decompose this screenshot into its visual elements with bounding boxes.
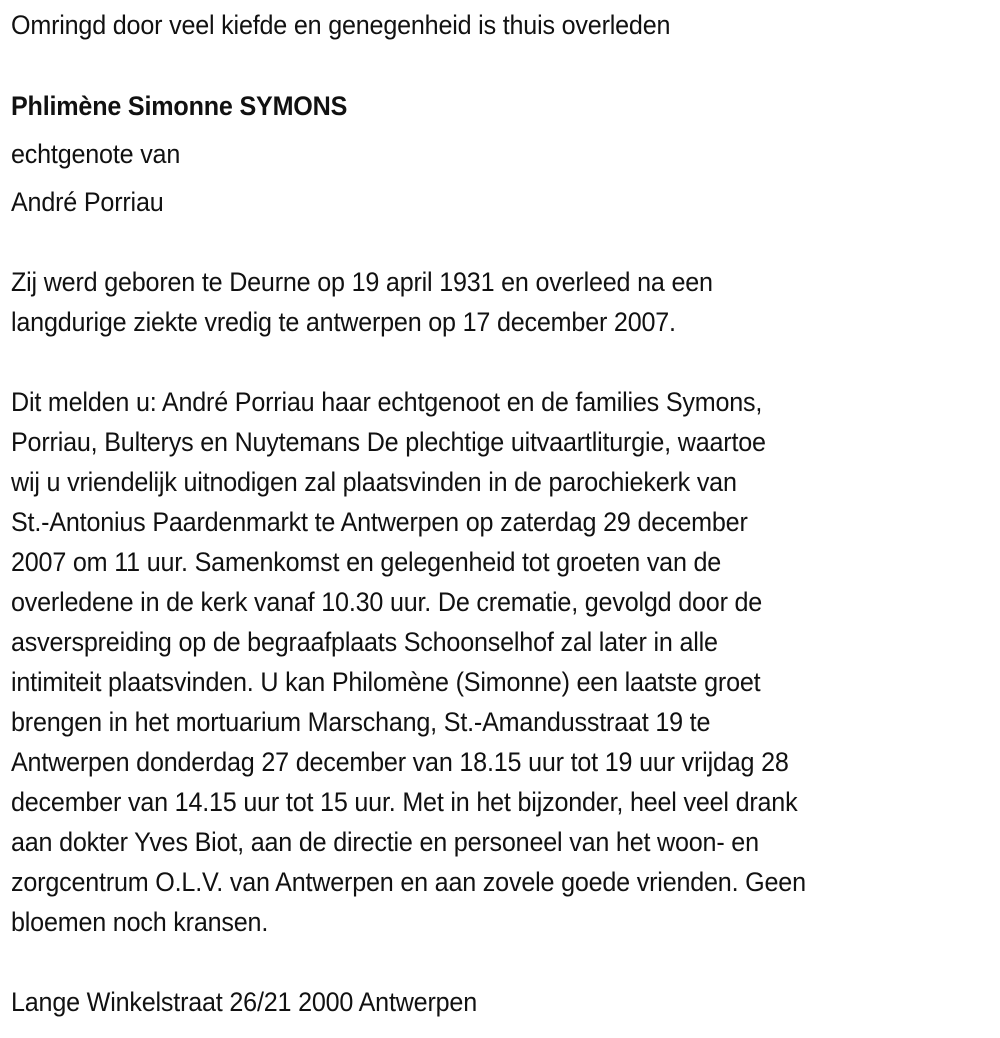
paragraph-line: asverspreiding op de begraafplaats Schoonselhof zal later in alle (11, 627, 718, 657)
paragraph-line: wij u vriendelijk uitnodigen zal plaatsvinden in de parochiekerk van (11, 467, 737, 497)
address-text: Lange Winkelstraat 26/21 2000 Antwerpen (11, 987, 477, 1017)
paragraph-line: langdurige ziekte vredig te antwerpen op 17 december 2007. (11, 307, 676, 337)
intro-text: Omringd door veel kiefde en genegenheid is thuis overleden (11, 10, 671, 40)
paragraph-line: intimiteit plaatsvinden. U kan Philomène (Simonne) een laatste groet (11, 667, 761, 697)
spouse-name: André Porriau (11, 187, 164, 217)
paragraph-line: Porriau, Bulterys en Nuytemans De plechtige uitvaartliturgie, waartoe (11, 427, 766, 457)
paragraph-line: brengen in het mortuarium Marschang, St.-Amandusstraat 19 te (11, 707, 711, 737)
paragraph-line: 2007 om 11 uur. Samenkomst en gelegenheid tot groeten van de (11, 547, 722, 577)
paragraph-line: zorgcentrum O.L.V. van Antwerpen en aan zovele goede vrienden. Geen (11, 867, 806, 897)
paragraph-line: december van 14.15 uur tot 15 uur. Met in het bijzonder, heel veel drank (11, 787, 798, 817)
relation-text: echtgenote van (11, 139, 181, 169)
paragraph-line: bloemen noch kransen. (11, 907, 269, 937)
paragraph-line: Dit melden u: André Porriau haar echtgenoot en de families Symons, (11, 387, 763, 417)
paragraph-line: Antwerpen donderdag 27 december van 18.15 uur tot 19 uur vrijdag 28 (11, 747, 789, 777)
paragraph-line: Zij werd geboren te Deurne op 19 april 1931 en overleed na een (11, 267, 713, 297)
paragraph-line: aan dokter Yves Biot, aan de directie en personeel van het woon- en (11, 827, 759, 857)
paragraph-line: St.-Antonius Paardenmarkt te Antwerpen op zaterdag 29 december (11, 507, 748, 537)
paragraph-line: overledene in de kerk vanaf 10.30 uur. De crematie, gevolgd door de (11, 587, 763, 617)
deceased-name: Phlimène Simonne SYMONS (11, 91, 348, 121)
